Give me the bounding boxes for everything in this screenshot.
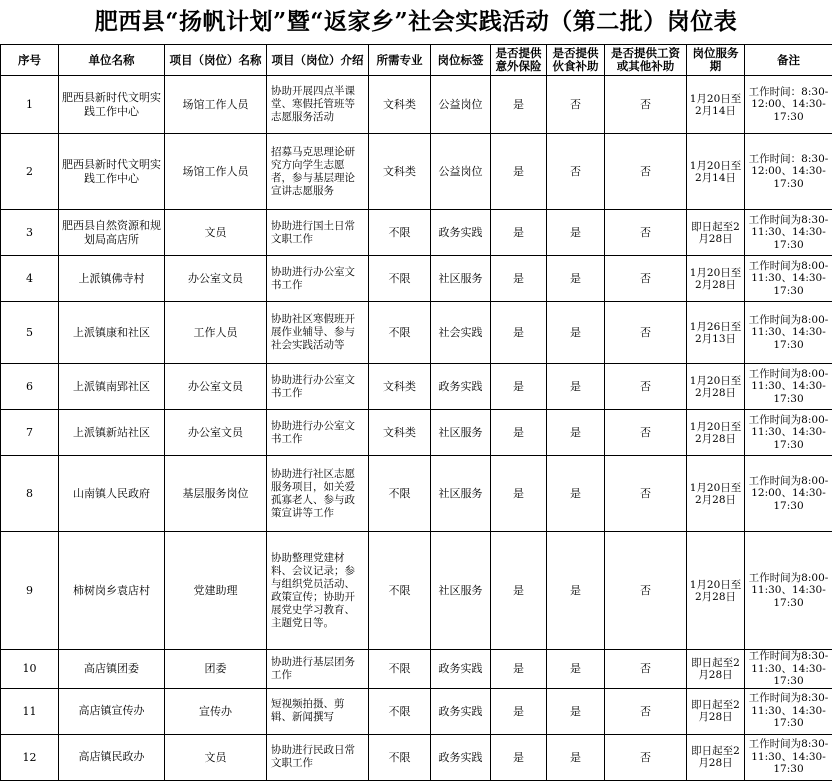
cell-unit: 肥西县新时代文明实践工作中心 [59,134,165,210]
cell-tag: 社区服务 [431,532,491,650]
cell-major: 不限 [369,456,431,532]
cell-post: 工作人员 [165,302,267,364]
header-unit: 单位名称 [59,45,165,76]
cell-tag: 政务实践 [431,734,491,780]
header-tag: 岗位标签 [431,45,491,76]
cell-meal: 否 [547,76,605,134]
cell-major: 不限 [369,302,431,364]
cell-tag: 政务实践 [431,364,491,410]
cell-unit: 高店镇团委 [59,650,165,689]
cell-note: 工作时间为8:00-12:00、14:30-17:30 [745,456,832,532]
cell-wage: 否 [605,134,687,210]
cell-tag: 政务实践 [431,210,491,256]
cell-note: 工作时间为8:00-11:30、14:30-17:30 [745,364,832,410]
cell-note: 工作时间：8:30-12:00、14:30-17:30 [745,76,832,134]
cell-wage: 否 [605,734,687,780]
table-row [1,532,832,650]
table-row [1,210,832,256]
table-row [1,410,832,456]
cell-major: 文科类 [369,76,431,134]
cell-period: 1月20日至2月28日 [687,364,745,410]
cell-intro: 协助进行办公室文书工作 [267,410,369,456]
cell-period: 1月20日至2月28日 [687,532,745,650]
cell-post: 基层服务岗位 [165,456,267,532]
cell-meal: 是 [547,364,605,410]
cell-insurance: 是 [491,76,547,134]
cell-meal: 是 [547,410,605,456]
cell-post: 场馆工作人员 [165,134,267,210]
cell-insurance: 是 [491,364,547,410]
table-row [1,456,832,532]
cell-note: 工作时间：8:30-12:00、14:30-17:30 [745,134,832,210]
cell-period: 即日起至2月28日 [687,688,745,734]
page-title: 肥西县“扬帆计划”暨“返家乡”社会实践活动（第二批）岗位表 [0,0,832,44]
cell-unit: 肥西县自然资源和规划局高店所 [59,210,165,256]
cell-wage: 否 [605,76,687,134]
cell-tag: 社会实践 [431,302,491,364]
cell-major: 文科类 [369,410,431,456]
table-row [1,650,832,689]
cell-insurance: 是 [491,134,547,210]
cell-post: 党建助理 [165,532,267,650]
cell-seq: 5 [1,302,59,364]
cell-seq: 9 [1,532,59,650]
cell-unit: 柿树岗乡袁店村 [59,532,165,650]
cell-meal: 是 [547,532,605,650]
cell-wage: 否 [605,364,687,410]
cell-unit: 上派镇佛寺村 [59,256,165,302]
cell-intro: 协助进行民政日常文职工作 [267,734,369,780]
cell-insurance: 是 [491,410,547,456]
cell-wage: 否 [605,456,687,532]
cell-meal: 是 [547,688,605,734]
cell-intro: 招募马克思理论研究方向学生志愿者，参与基层理论宣讲志愿服务 [267,134,369,210]
cell-note: 工作时间为8:30-11:30、14:30-17:30 [745,210,832,256]
cell-major: 文科类 [369,364,431,410]
cell-post: 宣传办 [165,688,267,734]
header-post: 项目（岗位）名称 [165,45,267,76]
table-row [1,734,832,780]
cell-note: 工作时间为8:30-11:30、14:30-17:30 [745,688,832,734]
cell-tag: 公益岗位 [431,76,491,134]
cell-wage: 否 [605,302,687,364]
cell-intro: 协助进行基层团务工作 [267,650,369,689]
cell-note: 工作时间为8:00-11:30、14:30-17:30 [745,302,832,364]
cell-seq: 3 [1,210,59,256]
cell-tag: 社区服务 [431,256,491,302]
table-row [1,76,832,134]
cell-major: 文科类 [369,134,431,210]
cell-note: 工作时间为8:00-11:30、14:30-17:30 [745,532,832,650]
cell-meal: 是 [547,256,605,302]
cell-tag: 公益岗位 [431,134,491,210]
cell-seq: 4 [1,256,59,302]
cell-post: 文员 [165,734,267,780]
cell-note: 工作时间为8:00-11:30、14:30-17:30 [745,256,832,302]
cell-post: 办公室文员 [165,256,267,302]
cell-unit: 上派镇新站社区 [59,410,165,456]
cell-intro: 协助进行国土日常文职工作 [267,210,369,256]
cell-insurance: 是 [491,532,547,650]
header-meal: 是否提供伙食补助 [547,45,605,76]
cell-seq: 12 [1,734,59,780]
table-row [1,688,832,734]
cell-period: 即日起至2月28日 [687,210,745,256]
cell-insurance: 是 [491,456,547,532]
header-row [1,45,832,76]
cell-tag: 社区服务 [431,410,491,456]
header-period: 岗位服务期 [687,45,745,76]
cell-period: 1月20日至2月28日 [687,256,745,302]
table-row [1,302,832,364]
cell-tag: 社区服务 [431,456,491,532]
cell-note: 工作时间为8:00-11:30、14:30-17:30 [745,410,832,456]
cell-tag: 政务实践 [431,650,491,689]
cell-meal: 否 [547,134,605,210]
cell-meal: 是 [547,650,605,689]
header-major: 所需专业 [369,45,431,76]
cell-seq: 1 [1,76,59,134]
cell-post: 办公室文员 [165,364,267,410]
cell-wage: 否 [605,532,687,650]
cell-intro: 协助进行社区志愿服务项目，如关爱孤寡老人、参与政策宣讲等工作 [267,456,369,532]
cell-unit: 高店镇宣传办 [59,688,165,734]
cell-intro: 短视频拍摄、剪辑、新闻撰写 [267,688,369,734]
cell-wage: 否 [605,210,687,256]
cell-note: 工作时间为8:30-11:30、14:30-17:30 [745,734,832,780]
cell-post: 办公室文员 [165,410,267,456]
cell-seq: 2 [1,134,59,210]
cell-insurance: 是 [491,650,547,689]
cell-note: 工作时间为8:30-11:30、14:30-17:30 [745,650,832,689]
cell-period: 1月20日至2月28日 [687,410,745,456]
cell-period: 1月20日至2月28日 [687,456,745,532]
cell-seq: 6 [1,364,59,410]
cell-meal: 是 [547,302,605,364]
cell-wage: 否 [605,256,687,302]
cell-major: 不限 [369,210,431,256]
cell-unit: 高店镇民政办 [59,734,165,780]
cell-major: 不限 [369,256,431,302]
header-seq: 序号 [1,45,59,76]
cell-seq: 10 [1,650,59,689]
header-insurance: 是否提供意外保险 [491,45,547,76]
positions-table [0,44,832,781]
table-row [1,134,832,210]
cell-major: 不限 [369,650,431,689]
cell-major: 不限 [369,734,431,780]
cell-insurance: 是 [491,256,547,302]
cell-intro: 协助进行办公室文书工作 [267,256,369,302]
cell-insurance: 是 [491,210,547,256]
cell-period: 1月20日至2月14日 [687,134,745,210]
cell-tag: 政务实践 [431,688,491,734]
cell-post: 场馆工作人员 [165,76,267,134]
cell-period: 即日起至2月28日 [687,650,745,689]
cell-seq: 11 [1,688,59,734]
table-row [1,256,832,302]
cell-intro: 协助整理党建材料、会议记录；参与组织党员活动、政策宣传；协助开展党史学习教育、主题党日等。 [267,532,369,650]
cell-wage: 否 [605,650,687,689]
cell-seq: 8 [1,456,59,532]
header-wage: 是否提供工资或其他补助 [605,45,687,76]
cell-unit: 肥西县新时代文明实践工作中心 [59,76,165,134]
cell-intro: 协助社区寒假班开展作业辅导、参与社会实践活动等 [267,302,369,364]
header-note: 备注 [745,45,832,76]
cell-period: 1月26日至2月13日 [687,302,745,364]
cell-post: 团委 [165,650,267,689]
cell-wage: 否 [605,410,687,456]
cell-period: 1月20日至2月14日 [687,76,745,134]
cell-major: 不限 [369,532,431,650]
cell-meal: 是 [547,456,605,532]
cell-period: 即日起至2月28日 [687,734,745,780]
cell-unit: 山南镇人民政府 [59,456,165,532]
cell-unit: 上派镇康和社区 [59,302,165,364]
cell-major: 不限 [369,688,431,734]
cell-insurance: 是 [491,688,547,734]
header-intro: 项目（岗位）介绍 [267,45,369,76]
cell-insurance: 是 [491,734,547,780]
table-row [1,364,832,410]
cell-meal: 是 [547,734,605,780]
cell-unit: 上派镇南郢社区 [59,364,165,410]
cell-post: 文员 [165,210,267,256]
cell-intro: 协助进行办公室文书工作 [267,364,369,410]
cell-seq: 7 [1,410,59,456]
cell-intro: 协助开展四点半课堂、寒假托管班等志愿服务活动 [267,76,369,134]
cell-wage: 否 [605,688,687,734]
cell-insurance: 是 [491,302,547,364]
cell-meal: 是 [547,210,605,256]
